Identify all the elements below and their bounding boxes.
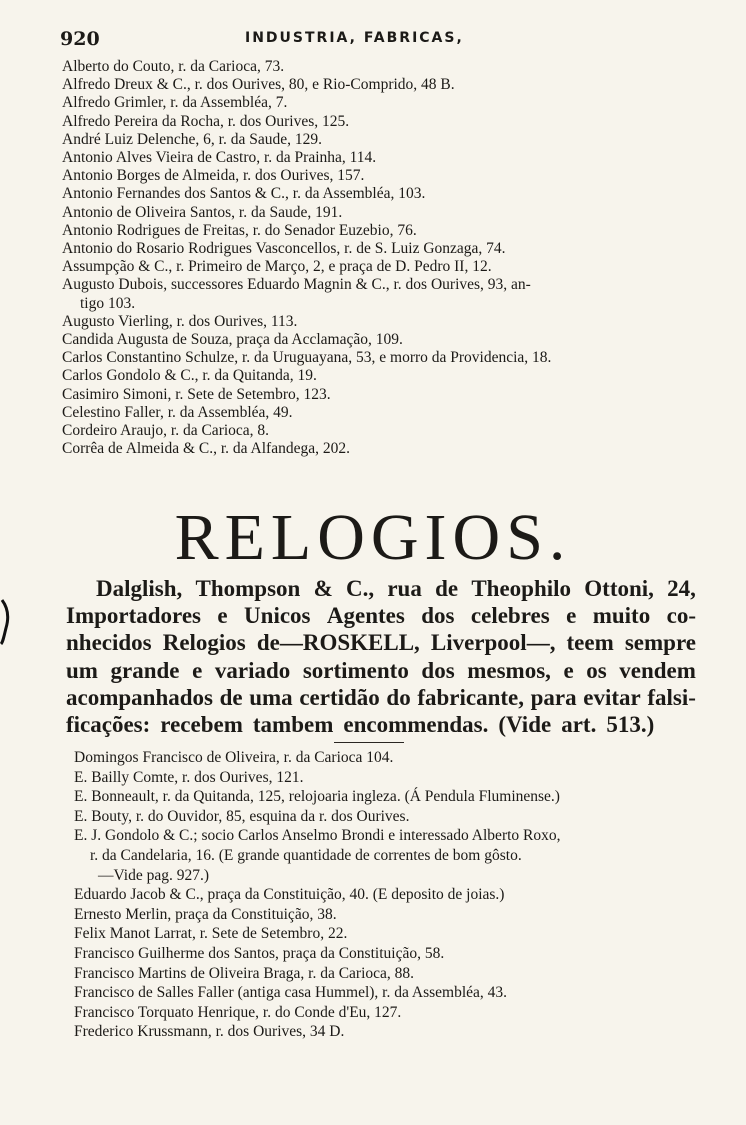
advertisement-word: nhecidos	[66, 630, 152, 656]
advertisement-word: recebem	[160, 712, 243, 738]
list-item: Antonio Fernandes dos Santos & C., r. da Assembléa, 103.	[62, 185, 426, 203]
list-item: E. J. Gondolo & C.; socio Carlos Anselmo Brondi e interessado Alberto Roxo,	[74, 827, 561, 845]
advertisement-word: 513.)	[606, 712, 655, 738]
list-item: Francisco de Salles Faller (antiga casa Hummel), r. da Assembléa, 43.	[74, 984, 508, 1002]
advertisement-word: evitar	[583, 684, 641, 710]
advertisement-word: 24,	[667, 576, 696, 601]
list-item: Candida Augusta de Souza, praça da Acclamação, 109.	[62, 331, 403, 349]
advertisement-word: variado	[214, 657, 291, 683]
advertisement-word: para	[530, 684, 577, 710]
list-item: Antonio Rodrigues de Freitas, r. do Senador Euzebio, 76.	[62, 221, 417, 239]
list-item: Ernesto Merlin, praça da Constituição, 38.	[74, 905, 337, 923]
advertisement-word: Dalglish,	[96, 576, 183, 601]
advertisement-word: Thompson	[195, 576, 301, 601]
advertisement-word: Agentes	[326, 603, 405, 629]
list-item: Carlos Gondolo & C., r. da Quitanda, 19.	[62, 367, 317, 385]
section-title: RELOGIOS.	[174, 501, 572, 574]
advertisement-word: C.,	[345, 576, 375, 601]
list-item: Cordeiro Araujo, r. da Carioca, 8.	[62, 422, 270, 440]
list-item: Frederico Krussmann, r. dos Ourives, 34 D.	[74, 1023, 345, 1041]
advertisement-word: Relogios	[162, 630, 246, 656]
advertisement-word: encommendas.	[343, 712, 489, 738]
list-item: Eduardo Jacob & C., praça da Constituição, 40. (E deposito de joias.)	[74, 886, 505, 904]
advertisement-word: e	[563, 657, 574, 683]
list-item: Augusto Vierling, r. dos Ourives, 113.	[62, 312, 298, 330]
list-item: Celestino Faller, r. da Assembléa, 49.	[62, 403, 293, 421]
binding-mark-icon	[0, 598, 10, 646]
list-item: Carlos Constantino Schulze, r. da Uruguayana, 53, e morro da Providencia, 18.	[62, 349, 552, 367]
advertisement-word: Liverpool—,	[430, 630, 556, 656]
list-item: Francisco Torquato Henrique, r. do Conde d'Eu, 127.	[74, 1003, 402, 1021]
advertisement-block	[66, 575, 696, 738]
list-item: Augusto Dubois, successores Eduardo Magnin & C., r. dos Ourives, 93, an-	[62, 276, 531, 294]
list-item-continuation: tigo 103.	[80, 294, 136, 312]
advertisement-word: grande	[110, 657, 180, 683]
list-item: Antonio Alves Vieira de Castro, r. da Prainha, 114.	[62, 149, 377, 167]
advertisement-word: (Vide	[498, 712, 552, 738]
advertisement-word: ficações:	[66, 712, 151, 738]
advertisement-word: dos	[421, 657, 455, 683]
list-item: E. Bonneault, r. da Quitanda, 125, relojoaria ingleza. (Á Pendula Fluminense.)	[74, 788, 560, 806]
list-item: E. Bouty, r. do Ouvidor, 85, esquina da r. dos Ourives.	[74, 807, 410, 825]
list-item: E. Bailly Comte, r. dos Ourives, 121.	[74, 768, 304, 786]
advertisement-word: os	[586, 657, 607, 683]
list-item: Casimiro Simoni, r. Sete de Setembro, 123.	[62, 385, 331, 403]
list-item: Francisco Martins de Oliveira Braga, r. da Carioca, 88.	[74, 964, 415, 982]
advertisement-word: &	[313, 576, 333, 601]
list-item: André Luiz Delenche, 6, r. da Saude, 129.	[62, 130, 322, 148]
advertisement-word: de—ROSKELL,	[256, 630, 420, 656]
list-item-continuation: —Vide pag. 927.)	[98, 866, 209, 884]
advertisement-word: Unicos	[244, 603, 311, 629]
advertisement-line	[66, 684, 696, 711]
list-item: Alfredo Pereira da Rocha, r. dos Ourives, 125.	[62, 112, 350, 130]
page-header	[60, 28, 710, 50]
advertisement-line	[66, 657, 696, 684]
list-item: Francisco Guilherme dos Santos, praça da Constituição, 58.	[74, 944, 445, 962]
advertisement-word: e	[217, 603, 228, 629]
list-item-continuation: r. da Candelaria, 16. (E grande quantidade de correntes de bom gôsto.	[90, 846, 522, 864]
list-item: Antonio Borges de Almeida, r. dos Ourives, 157.	[62, 167, 365, 185]
advertisement-word: dos	[421, 603, 455, 629]
advertisement-word: de	[435, 576, 459, 601]
advertisement-word: e	[566, 603, 577, 629]
list-item: Alberto do Couto, r. da Carioca, 73.	[62, 58, 285, 75]
advertisement-word: Importadores	[66, 603, 202, 629]
advertisement-word: vendem	[619, 657, 696, 683]
advertisement-word: tambem	[252, 712, 334, 738]
list-item: Felix Manot Larrat, r. Sete de Setembro, 22.	[74, 925, 348, 943]
advertisement-line	[66, 629, 696, 656]
advertisement-line	[66, 602, 696, 629]
advertisement-word: celebres	[470, 603, 550, 629]
running-head: INDUSTRIA, FABRICAS,	[245, 30, 464, 46]
list-item: Antonio de Oliveira Santos, r. da Saude, 191.	[62, 203, 343, 221]
section-divider	[334, 742, 404, 743]
list-item: Corrêa de Almeida & C., r. da Alfandega, 202.	[62, 440, 350, 458]
advertisement-word: art.	[561, 712, 597, 738]
advertisement-word: mesmos,	[467, 657, 551, 683]
page-number: 920	[60, 28, 100, 50]
advertisement-word: uma	[249, 684, 293, 710]
advertisement-word: um	[66, 657, 98, 683]
advertisement-line	[66, 711, 696, 738]
entries-bottom-list	[74, 748, 714, 1042]
advertisement-word: fabricante,	[417, 684, 524, 710]
advertisement-word: rua	[387, 576, 422, 601]
advertisement-word: sempre	[624, 630, 696, 656]
advertisement-word: teem	[566, 630, 614, 656]
advertisement-word: muito	[592, 603, 651, 629]
advertisement-word: Ottoni,	[584, 576, 654, 601]
list-item: Domingos Francisco de Oliveira, r. da Carioca 104.	[74, 749, 394, 766]
advertisement-word: Theophilo	[471, 576, 572, 601]
advertisement-word: de	[219, 684, 243, 710]
entries-top-list	[62, 58, 712, 458]
advertisement-line	[66, 575, 696, 602]
advertisement-word: e	[192, 657, 203, 683]
list-item: Assumpção & C., r. Primeiro de Março, 2, e praça de D. Pedro II, 12.	[62, 258, 492, 276]
advertisement-word: falsi-	[647, 684, 696, 710]
advertisement-word: acompanhados	[66, 684, 213, 710]
advertisement-word: co-	[666, 603, 696, 629]
advertisement-word: do	[386, 684, 411, 710]
list-item: Alfredo Grimler, r. da Assembléa, 7.	[62, 94, 288, 112]
advertisement-word: sortimento	[302, 657, 409, 683]
list-item: Antonio do Rosario Rodrigues Vasconcellos, r. de S. Luiz Gonzaga, 74.	[62, 240, 506, 258]
list-item: Alfredo Dreux & C., r. dos Ourives, 80, e Rio-Comprido, 48 B.	[62, 76, 455, 94]
advertisement-word: certidão	[299, 684, 380, 710]
